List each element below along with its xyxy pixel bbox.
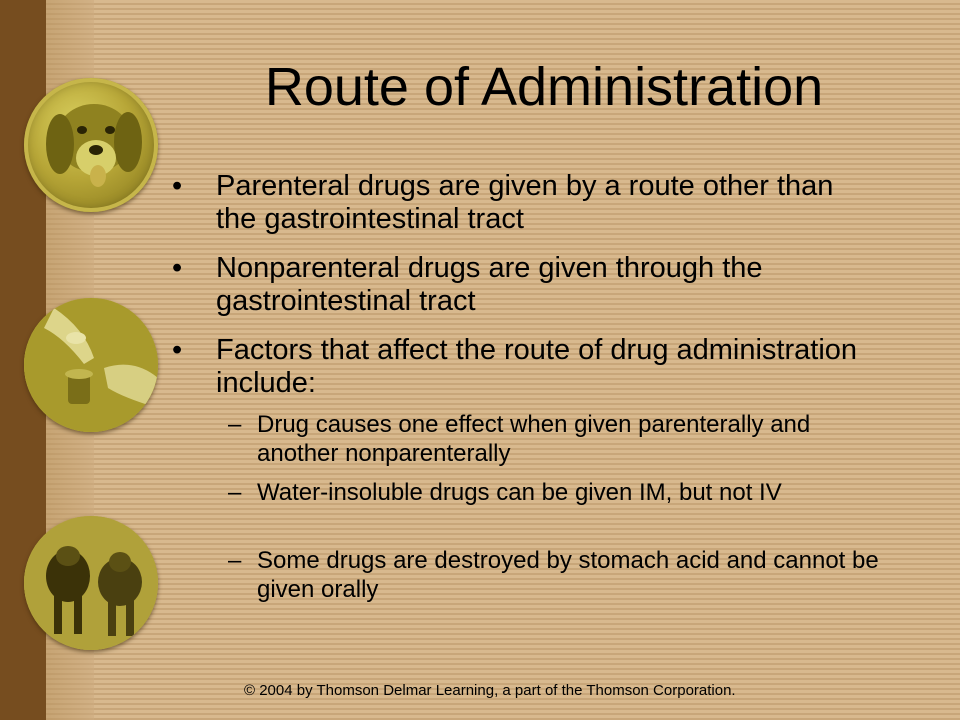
sub-bullet-marker: – — [228, 411, 242, 438]
bullet-marker: • — [172, 252, 183, 284]
sub-bullet-text: Some drugs are destroyed by stomach acid and cannot be given orally — [257, 547, 879, 603]
laboratory-image — [24, 298, 158, 432]
bullet-marker: • — [172, 170, 183, 202]
slide-title: Route of Administration — [264, 57, 824, 117]
bullet-text: Parenteral drugs are given by a route other than the gastrointestinal tract — [216, 170, 834, 235]
cattle-image — [24, 516, 158, 650]
bullet-text: Nonparenteral drugs are given through the gastrointestinal tract — [216, 252, 763, 317]
bullet-text: Factors that affect the route of drug administration include: — [216, 334, 858, 399]
sub-bullet-text: Drug causes one effect when given parenterally and another nonparenterally — [257, 411, 811, 467]
bullet-marker: • — [172, 334, 183, 366]
cattle-photo-medallion — [24, 516, 158, 650]
sub-bullet-marker: – — [228, 547, 242, 574]
sub-bullet-text: Water-insoluble drugs can be given IM, but not IV — [257, 479, 782, 506]
sub-bullet-marker: – — [228, 479, 242, 506]
laboratory-photo-medallion — [24, 298, 158, 432]
copyright-footer: © 2004 by Thomson Delmar Learning, a part of the Thomson Corporation. — [244, 682, 736, 699]
